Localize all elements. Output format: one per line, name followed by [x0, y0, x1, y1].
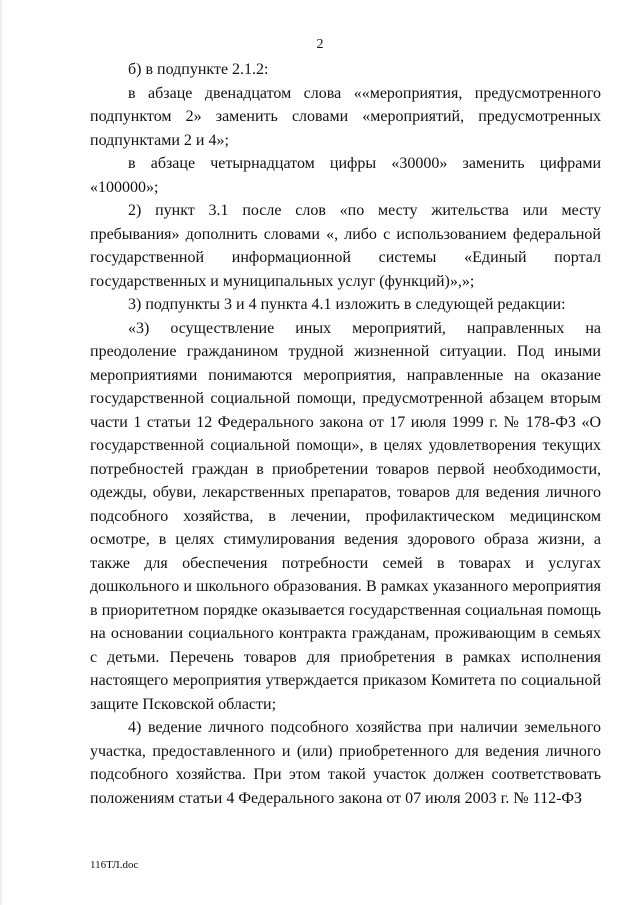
scan-edge	[0, 0, 3, 905]
paragraph-item-2: 2) пункт 3.1 после слов «по месту жительства или месту пребывания» дополнить словами «, либо с использованием федеральной государственной информационной системы «Единый портал государственных и муниципальных услуг (функций)»,»;	[90, 202, 601, 290]
paragraph-twelfth-abzats: в абзаце двенадцатом слова ««мероприятия, предусмотренного подпунктом 2» заменить словами «мероприятий, предусмотренных подпунктами 2 и 4»;	[90, 84, 601, 149]
paragraph-new-subclause-3: «3) осуществление иных мероприятий, направленных на преодоление гражданином трудной жизненной ситуации. Под иными мероприятиями понимаются мероприятия, направленные на оказание государственной социальной помощи, предусмотренной абзацем вторым части 1 статьи 12 Федерального закона от 17 июля 1999 г. № 178-ФЗ «О государственной социальной помощи», в целях удовлетворения текущих потребностей граждан в приобретении товаров первой необходимости, одежды, обуви, лекарственных препаратов, товаров для ведения личного подсобного хозяйства, в лечении, профилактическом медицинском осмотре, в целях стимулирования ведения здорового образа жизни, а также для обеспечения потребности семей в товарах и услугах дошкольного и школьного образования. В рамках указанного мероприятия в приоритетном порядке оказывается государственная социальная помощь на основании социального контракта гражданам, проживающим в семьях с детьми. Перечень товаров для приобретения в рамках исполнения настоящего мероприятия утверждается приказом Комитета по социальной защите Псковской области;	[90, 319, 601, 713]
paragraph-new-subclause-4: 4) ведение личного подсобного хозяйства при наличии земельного участка, предоставленного и (или) приобретенного для ведения личного подсобного хозяйства. При этом такой участок должен соответствовать положениям статьи 4 Федерального закона от 07 июля 2003 г. № 112-ФЗ	[90, 719, 601, 807]
paragraph-item-3: 3) подпункты 3 и 4 пункта 4.1 изложить в следующей редакции:	[128, 296, 566, 313]
page-number: 2	[316, 37, 324, 52]
paragraph-subclause-b: б) в подпункте 2.1.2:	[128, 61, 269, 78]
document-body	[90, 58, 601, 810]
file-name-footer: 116ТЛ.doc	[90, 859, 139, 871]
paragraph-fourteenth-abzats: в абзаце четырнадцатом цифры «30000» заменить цифрами «100000»;	[90, 155, 601, 196]
